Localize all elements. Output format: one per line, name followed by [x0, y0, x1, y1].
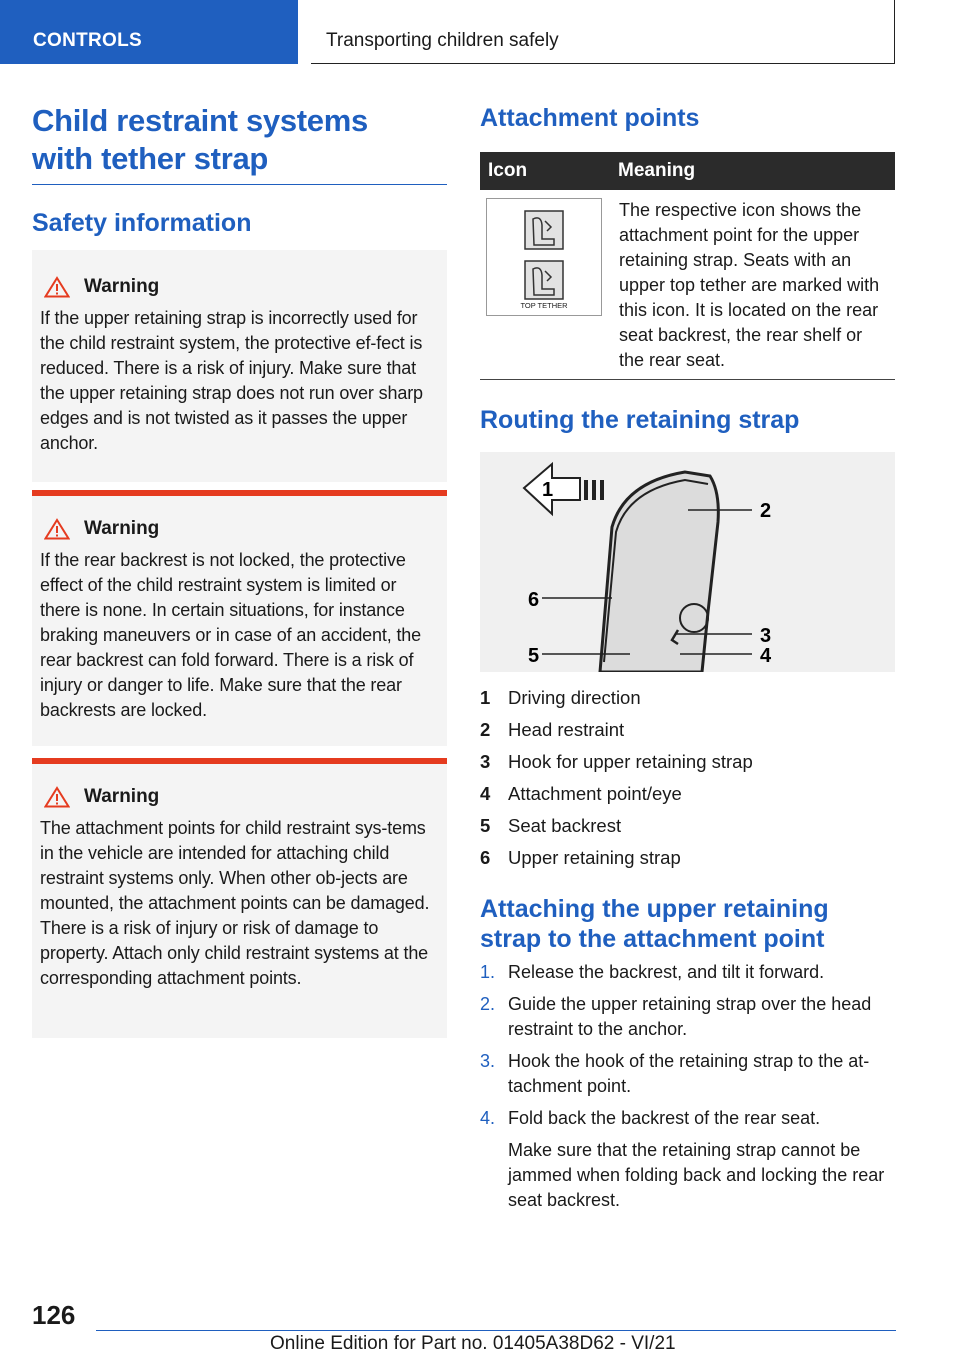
attaching-heading: Attaching the upper retaining strap to the attachment point: [480, 895, 829, 953]
warning-title: Warning: [40, 782, 439, 812]
step-item: 4. Fold back the backrest of the rear seat.: [480, 1108, 821, 1128]
warning-triangle-icon: [44, 276, 70, 298]
step-item: 2. Guide the upper retaining strap over the head restraint to the anchor.: [480, 994, 872, 1039]
left-column: [32, 102, 447, 988]
step-item: 3. Hook the hook of the retaining strap to the at‐tachment point.: [480, 1051, 870, 1096]
diagram-label-2: 2: [760, 500, 772, 522]
safety-heading: Safety information: [32, 209, 252, 237]
table-header-icon: Icon: [480, 152, 610, 190]
warning-title: Warning: [40, 514, 439, 544]
title-rule: [32, 184, 447, 185]
warning-text: If the upper retaining strap is incorrectly used for the child restraint system, the protective ef‐fect is reduced. There is a risk of injury. Make sure that the upper retaining strap does not run over sharp edges and is not twisted as it passes the upper anchor.: [40, 308, 423, 453]
table-header-meaning: Meaning: [610, 152, 895, 190]
child-seat-icon: [487, 199, 601, 315]
warning-triangle-icon: [44, 786, 70, 808]
legend-item: 2 Head restraint: [480, 719, 625, 740]
warning-triangle-icon: [44, 518, 70, 540]
diagram-label-1: 1: [542, 479, 554, 501]
page-number: 126: [32, 1300, 76, 1330]
table-row: [480, 190, 895, 380]
diagram-legend: [480, 682, 895, 874]
legend-item: 6 Upper retaining strap: [480, 847, 681, 868]
legend-item: 4 Attachment point/eye: [480, 783, 682, 804]
edition-text: Online Edition for Part no. 01405A38D62 - VI/21: [270, 1333, 676, 1354]
table-icon-cell: [480, 190, 610, 380]
page-title: Child restraint systems with tether strap: [32, 103, 368, 176]
section-tab: [0, 0, 298, 64]
legend-item: 3 Hook for upper retaining strap: [480, 751, 753, 772]
step-note: Make sure that the retaining strap cannot be jammed when folding back and locking the rear seat backrest.: [508, 1140, 885, 1210]
table-meaning-cell: The respective icon shows the attachment point for the upper retaining strap. Seats with an upper top tether are marked with this icon. It is located on the rear seat backrest, the rear shelf or the rear seat.: [610, 190, 895, 380]
warning-text: If the rear backrest is not locked, the protective effect of the child restraint system is limited or there is none. In certain situations, for instance braking maneuvers or in case of an accident, the rear backrest can fold forward. There is a risk of injury or danger to life. Make sure that the rear backrests are locked.: [40, 550, 422, 720]
diagram-label-3: 3: [760, 625, 772, 647]
routing-diagram: [480, 452, 895, 672]
legend-item: 1 Driving direction: [480, 687, 641, 708]
warning-text: The attachment points for child restraint sys‐tems in the vehicle are intended for attaching child restraint systems only. When other ob‐jects are mounted, the attachment points can be damaged. There is a risk of injury or risk of damage to property. Attach only child restraint systems at the corresponding attachment points.: [40, 818, 430, 988]
warning-box-3: [32, 758, 447, 1038]
routing-heading: Routing the retaining strap: [480, 406, 800, 434]
legend-item: 5 Seat backrest: [480, 815, 622, 836]
footer-rule: [96, 1330, 896, 1331]
attachment-heading: Attachment points: [480, 104, 700, 132]
diagram-label-5: 5: [528, 645, 540, 667]
steps-list: [480, 960, 895, 1213]
section-label: CONTROLS: [33, 30, 143, 51]
step-item: 1. Release the backrest, and tilt it forward.: [480, 962, 825, 982]
right-column: [480, 102, 895, 1213]
chapter-title: Transporting children safely: [326, 30, 559, 51]
warning-box-1: [32, 250, 447, 482]
warning-title: Warning: [40, 272, 439, 302]
diagram-label-4: 4: [760, 645, 772, 667]
seat-backrest-illustration: [480, 452, 895, 672]
diagram-label-6: 6: [528, 589, 540, 611]
warning-box-2: [32, 490, 447, 746]
icon-table: [480, 152, 895, 380]
top-tether-icon: [486, 198, 602, 316]
chapter-header: [311, 0, 895, 64]
icon-caption: TOP TETHER: [520, 301, 568, 310]
